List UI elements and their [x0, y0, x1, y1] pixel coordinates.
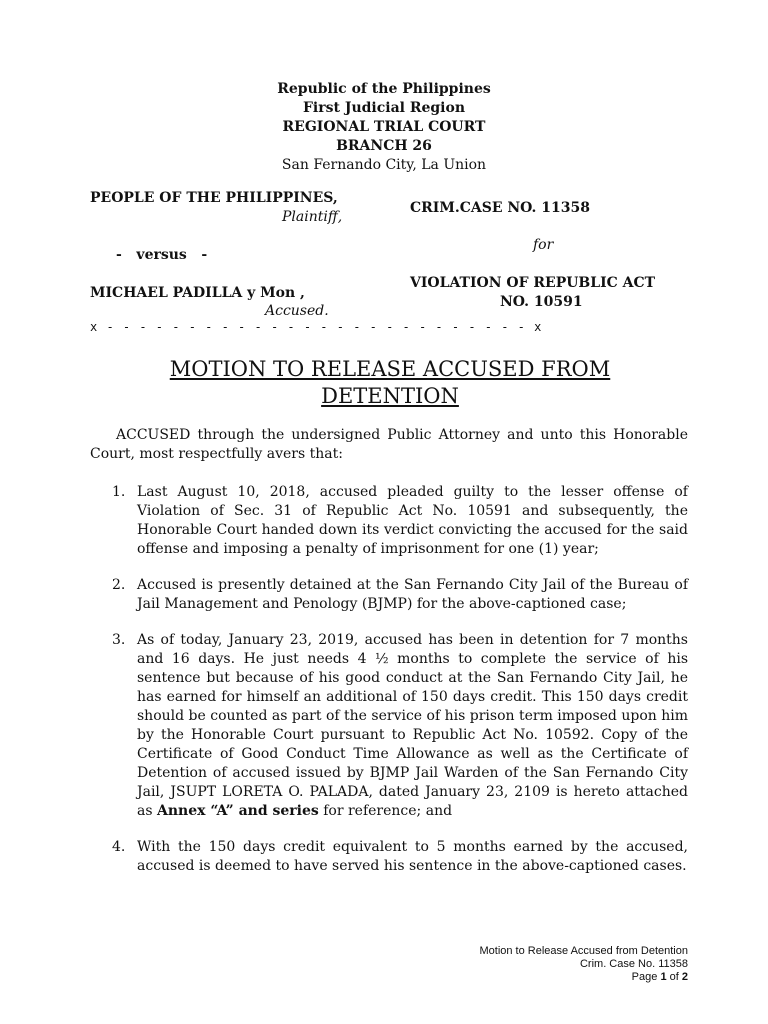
- accused-role: Accused.: [265, 303, 329, 319]
- caption-separator: x - - - - - - - - - - - - - - - - - - - - - - - - - - x: [90, 320, 543, 334]
- page-of: of: [669, 971, 679, 983]
- item-number: 3.: [112, 632, 126, 648]
- case-number: CRIM.CASE NO. 11358: [410, 200, 590, 216]
- header-republic: Republic of the Philippines: [277, 81, 491, 97]
- motion-title: [0, 356, 768, 410]
- item-number: 2.: [112, 577, 126, 593]
- header-region: First Judicial Region: [302, 100, 466, 116]
- item-number: 4.: [112, 839, 126, 855]
- item-text: With the 150 days credit equivalent to 5 months earned by the accused, accused is deemed to have served his sentence in the above-captioned cases.: [137, 839, 688, 874]
- list-item: [90, 576, 688, 614]
- averments-list: [90, 483, 688, 876]
- title-line2: DETENTION: [321, 384, 459, 408]
- item-text: Accused is presently detained at the San Fernando City Jail of the Bureau of Jail Management and Penology (BJMP) for the above-captioned case;: [137, 577, 688, 612]
- case-for: for: [533, 237, 554, 253]
- item-text: As of today, January 23, 2019, accused has been in detention for 7 months and 16 days. He just needs 4 ½ months to complete the service of his sentence but because of his good conduct at the San Fernando City Jail, he has earned for himself an additional of 150 days credit. This 150 days credit should be counted as part of the service of his prison term imposed upon him by the Honorable Court pursuant to Republic Act No. 10592. Copy of the Certificate of Good Conduct Time Allowance as well as the Certificate of Detention of accused issued by BJMP Jail Warden of the San Fernando City Jail, JSUPT LORETA O. PALADA, dated January 23, 2109 is hereto attached as: [137, 632, 688, 819]
- header-court: REGIONAL TRIAL COURT: [282, 119, 486, 135]
- annex-reference: Annex “A” and series: [156, 803, 319, 819]
- page-label: Page: [631, 971, 658, 983]
- item-text: Last August 10, 2018, accused pleaded guilty to the lesser offense of Violation of Sec. 31 of Republic Act No. 10591 and subsequently, the Honorable Court handed down its verdict convicting the accused for the said offense and imposing a penalty of imprisonment for one (1) year;: [137, 484, 688, 557]
- footer-page: [479, 971, 688, 984]
- plaintiff-name: PEOPLE OF THE PHILIPPINES,: [90, 190, 338, 206]
- page-number: 1: [660, 971, 667, 983]
- court-header: [0, 80, 768, 175]
- list-item: [90, 838, 688, 876]
- footer-title: Motion to Release Accused from Detention: [479, 945, 688, 957]
- accused-name: MICHAEL PADILLA y Mon ,: [90, 285, 305, 301]
- intro-paragraph: ACCUSED through the undersigned Public Attorney and unto this Honorable Court, most respectfully avers that:: [90, 427, 688, 462]
- violation-line1: VIOLATION OF REPUBLIC ACT: [410, 275, 656, 291]
- footer-case: Crim. Case No. 11358: [579, 958, 688, 970]
- violation-line2: NO. 10591: [500, 294, 583, 310]
- plaintiff-role: Plaintiff,: [282, 209, 343, 225]
- page-total: 2: [681, 971, 688, 983]
- page-footer: [479, 945, 688, 984]
- header-location: San Fernando City, La Union: [281, 157, 487, 173]
- item-number: 1.: [112, 484, 126, 500]
- title-line1: MOTION TO RELEASE ACCUSED FROM: [169, 357, 611, 381]
- list-item: [90, 631, 688, 821]
- header-branch: BRANCH 26: [336, 138, 432, 154]
- item-text-tail: for reference; and: [323, 803, 453, 819]
- versus-label: - versus -: [116, 247, 208, 263]
- list-item: [90, 483, 688, 559]
